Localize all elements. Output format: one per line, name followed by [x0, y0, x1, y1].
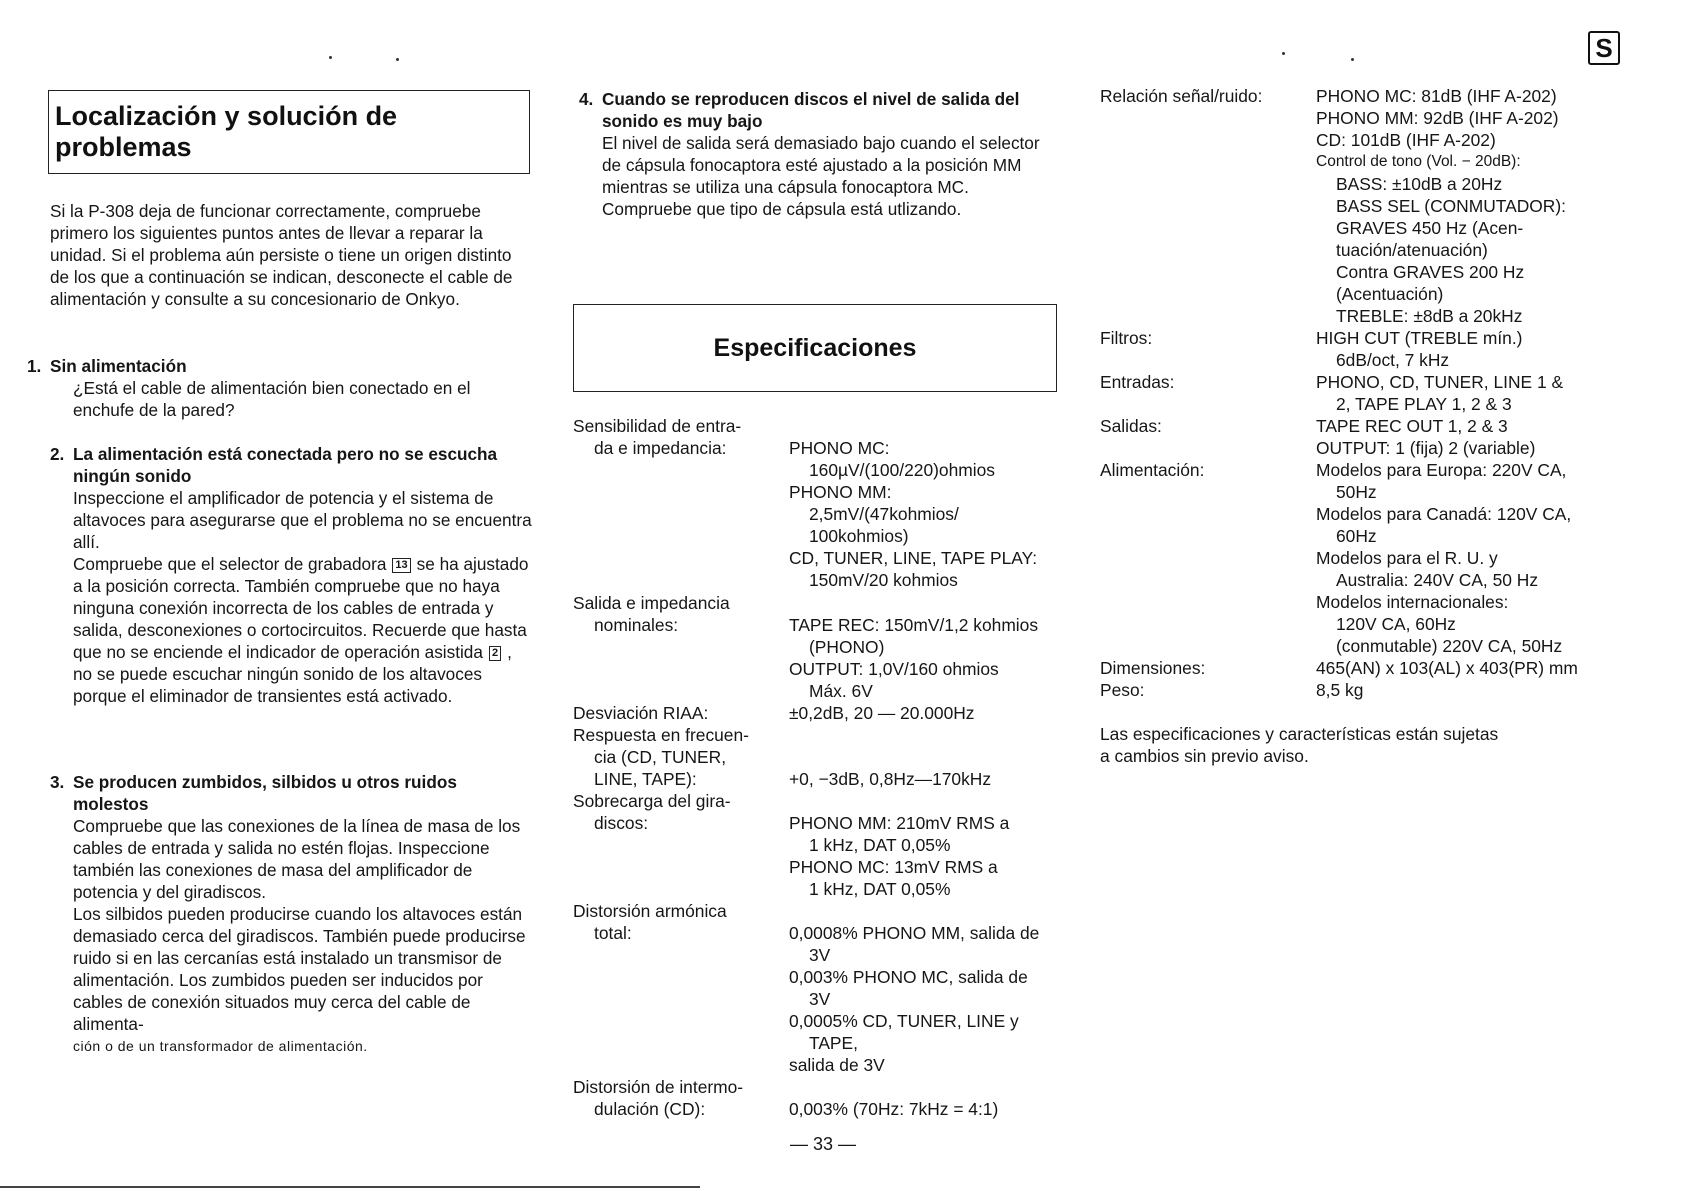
specifications-title-text: Especificaciones [713, 333, 917, 362]
spec-output-value: TAPE REC: 150mV/1,2 kohmios (PHONO) OUTPUT: 1,0V/160 ohmios Máx. 6V [789, 615, 1039, 701]
spec-snr-value: PHONO MC: 81dB (IHF A-202) PHONO MM: 92dB (IHF A-202) CD: 101dB (IHF A-202) Control de tono (Vol. − 20dB): BASS: ±10dB a 20Hz BASS SEL (CONMUTADOR): GRAVES 450 Hz (Acen- tuación/atenuación) Contra GRAVES 200 Hz (Acentuación) TREBLE: ±8dB a 20kHz [1316, 86, 1566, 326]
spec-weight-value: 8,5 kg [1316, 680, 1364, 700]
language-badge: S [1588, 31, 1620, 65]
item-body-b1: Compruebe que el selector de grabadora [73, 554, 387, 574]
page-edge-line [0, 1186, 700, 1188]
item-title: Se producen zumbidos, silbidos u otros ruidos molestos [73, 772, 457, 814]
spec-imd-label: Distorsión de intermo- dulación (CD): [573, 1077, 744, 1119]
spec-dimensions-label: Dimensiones: [1100, 658, 1206, 678]
spec-thd-label: Distorsión armónica total: [573, 901, 727, 943]
spec-thd-value: 0,0008% PHONO MM, salida de 3V 0,003% PHONO MC, salida de 3V 0,0005% CD, TUNER, LINE y TAPE, salida de 3V [789, 923, 1040, 1075]
item-body-b [50, 553, 535, 707]
item-body-b: Los silbidos pueden producirse cuando los altavoces están demasiado cerca del giradiscos. También puede producirse ruido si en las cercanías está instalado un transmisor de alimentación. Los zumbidos pueden ser inducidos por cables de conexión situados muy cerca del cable de alimenta- [73, 904, 526, 1034]
item-number: 2. [50, 444, 65, 464]
item-body-b3: , no se puede escuchar ningún sonido de los altavoces porque el eliminador de transientes está activado. [73, 642, 512, 706]
item-body: ¿Está el cable de alimentación bien conectado en el enchufe de la pared? [73, 378, 471, 420]
spec-outputs-value: TAPE REC OUT 1, 2 & 3 OUTPUT: 1 (fija) 2 (variable) [1316, 416, 1536, 458]
spec-riaa-value: ±0,2dB, 20 — 20.000Hz [789, 703, 975, 723]
trouble-item-4 [579, 88, 1049, 220]
assist-indicator-key-icon: 2 [489, 646, 501, 661]
troubleshooting-title [48, 90, 530, 174]
item-body-b2: se ha ajustado a la posición correcta. También compruebe que no haya ninguna conexión incorrecta de los cables de entrada y salida, desconexiones o cortocircuitos. Recuerde que hasta que no se enciende el indicador de operación asistida [73, 554, 529, 662]
recorder-selector-key-icon: 13 [392, 558, 410, 573]
scan-speck [1282, 52, 1285, 55]
spec-power-label: Alimentación: [1100, 460, 1205, 480]
item-number: 1. [27, 356, 42, 376]
trouble-item-2 [50, 443, 535, 707]
spec-dimensions-value: 465(AN) x 103(AL) x 403(PR) mm [1316, 658, 1578, 678]
spec-filters-value: HIGH CUT (TREBLE mín.) 6dB/oct, 7 kHz [1316, 328, 1523, 370]
troubleshooting-title-text: Localización y solución de problemas [55, 101, 398, 162]
troubleshooting-intro: Si la P-308 deja de funcionar correctamente, compruebe primero los siguientes puntos antes de llevar a reparar la unidad. Si el problema aún persiste o tiene un origen distinto de los que a continuación se indican, desconecte el cable de alimentación y consulte a su concesionario de Onkyo. [50, 201, 513, 309]
spec-weight-label: Peso: [1100, 680, 1145, 700]
spec-freq-label: Respuesta en frecuen- cia (CD, TUNER, LINE, TAPE): [573, 725, 749, 789]
spec-power-value: Modelos para Europa: 220V CA, 50Hz Modelos para Canadá: 120V CA, 60Hz Modelos para el R. U. y Australia: 240V CA, 50 Hz Modelos internacionales: 120V CA, 60Hz (conmutable) 220V CA, 50Hz [1316, 460, 1572, 656]
specifications-title [573, 304, 1057, 392]
item-body-a: Inspeccione el amplificador de potencia y el sistema de altavoces para asegurarse que el problema no se encuentra allí. [73, 488, 532, 552]
scan-speck [329, 56, 332, 59]
item-title: Sin alimentación [50, 356, 187, 376]
spec-freq-value: +0, −3dB, 0,8Hz—170kHz [789, 769, 992, 789]
item-title: Cuando se reproducen discos el nivel de salida del sonido es muy bajo [602, 89, 1020, 131]
spec-output-label: Salida e impedancia nominales: [573, 593, 730, 635]
spec-snr-label: Relación señal/ruido: [1100, 86, 1263, 106]
specs-disclaimer: Las especificaciones y características están sujetas a cambios sin previo aviso. [1100, 724, 1499, 766]
trouble-item-1 [27, 355, 535, 421]
item-number: 3. [50, 772, 65, 792]
spec-riaa-label: Desviación RIAA: [573, 703, 709, 723]
item-title: La alimentación está conectada pero no se escucha ningún sonido [73, 444, 498, 486]
spec-inputs-value: PHONO, CD, TUNER, LINE 1 & 2, TAPE PLAY 1, 2 & 3 [1316, 372, 1564, 414]
spec-inputs-label: Entradas: [1100, 372, 1175, 392]
spec-outputs-label: Salidas: [1100, 416, 1162, 436]
item-body-a: Compruebe que las conexiones de la línea de masa de los cables de entrada y salida no estén flojas. Inspeccione también las conexiones de masa del amplificador de potencia y del giradiscos. [73, 816, 521, 902]
spec-filters-label: Filtros: [1100, 328, 1153, 348]
item-body: El nivel de salida será demasiado bajo cuando el selector de cápsula fonocaptora esté ajustado a la posición MM mientras se utiliza una cápsula fonocaptora MC. Compruebe que tipo de cápsula está utlizando. [602, 133, 1040, 219]
spec-overload-label: Sobrecarga del gira- discos: [573, 791, 731, 833]
spec-overload-value: PHONO MM: 210mV RMS a 1 kHz, DAT 0,05% PHONO MC: 13mV RMS a 1 kHz, DAT 0,05% [789, 813, 1010, 899]
spec-sensitivity-label: Sensibilidad de entra- da e impedancia: [573, 416, 742, 458]
scan-speck [1351, 58, 1354, 61]
item-body-c: ción o de un transformador de alimentación. [73, 1038, 368, 1054]
item-number: 4. [579, 89, 594, 109]
page-number: — 33 — [790, 1134, 857, 1154]
scan-speck [396, 58, 399, 61]
trouble-item-3 [50, 771, 535, 1057]
spec-imd-value: 0,003% (70Hz: 7kHz = 4:1) [789, 1099, 999, 1119]
spec-sensitivity-value: PHONO MC: 160µV/(100/220)ohmios PHONO MM: 2,5mV/(47kohmios/ 100kohmios) CD, TUNER, LINE, TAPE PLAY: 150mV/20 kohmios [789, 438, 1038, 590]
